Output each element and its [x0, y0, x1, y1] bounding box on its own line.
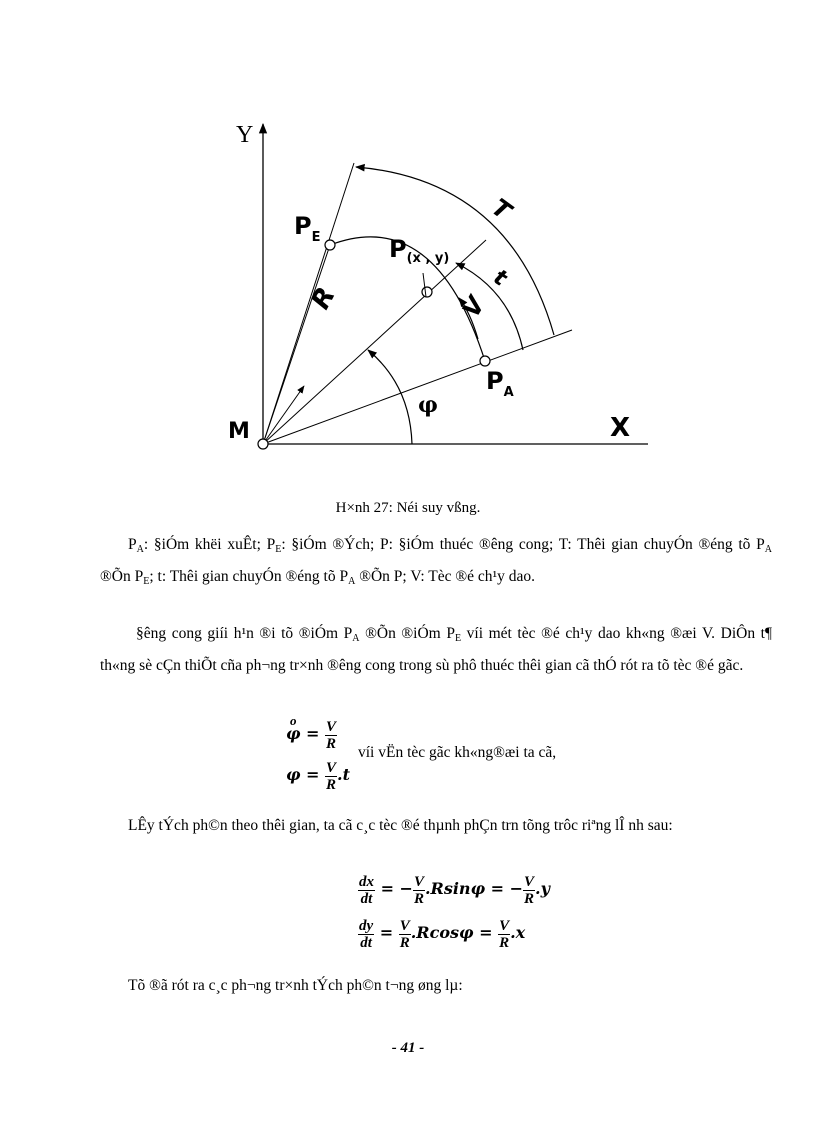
figure-caption: H×nh 27: Néi suy vßng.	[335, 500, 481, 516]
angle-label: φ	[418, 392, 438, 418]
radius-line-start	[263, 330, 572, 444]
description-paragraph: §êng cong giíi h¹n ®i tõ ®iÓm $P_A$ ®Õn ®iÓm $P_E$ víi mét tèc ®é ch¹y dao kh«ng ®æi V. DiÔn t¶ th«ng sè cÇn thiÕt cña ph¬ng tr×nh ®êng cong trong sù phô thuéc thêi gian cã thÓ rót ra tõ tèc ®é gãc.	[100, 625, 772, 674]
interpolation-diagram	[0, 0, 816, 480]
origin-label: M	[228, 419, 250, 444]
integration-paragraph: LÊy tÝch ph©n theo thêi gian, ta cã c¸c tèc ®é thµnh phÇn trn tõng trôc riªng lÎ nh sau:	[128, 817, 673, 834]
equation-angle: φ = $\frac{V}{R}$ .t	[286, 760, 351, 793]
point-end	[325, 240, 335, 250]
legend-paragraph: $P_A$: §iÓm khëi xuÊt; $P_E$: §iÓm ®Ých; P: §iÓm thuéc ®êng cong; T: Thêi gian chuyÓn ®éng tõ $P_A$ ®Õn $P_E$; t: Thêi gian chuyÓn ®éng tõ $P_A$ ®Õn P; V: Tèc ®é ch¹y dao.	[100, 536, 772, 587]
time-label: t	[488, 264, 511, 292]
radius-arrow	[263, 386, 304, 444]
page-number: - 41 -	[391, 1040, 425, 1056]
equation-dy: $\frac{dy}{dt}$ = $\frac{V}{R}$ .Rcosφ = $\frac{V}{R}$ .x	[359, 918, 526, 951]
angular-speed-note: víi vËn tèc gãc kh«ng®æi ta cã,	[358, 744, 557, 761]
x-axis-label: X	[610, 413, 631, 443]
point-origin	[258, 439, 268, 449]
time-T-arc	[356, 167, 554, 335]
start-point-label: $P_A$	[486, 367, 514, 400]
end-point-label: $P_E$	[294, 212, 321, 245]
radius-label: R	[305, 282, 342, 315]
point-mid	[422, 287, 432, 297]
total-time-label: T	[486, 193, 517, 226]
mid-point-label: $P_{(x , y)}$	[389, 235, 450, 266]
y-axis-label: Y	[236, 122, 254, 148]
equation-dx: $\frac{dx}{dt}$ = − $\frac{V}{R}$ .Rsinφ = − $\frac{V}{R}$ .y	[359, 874, 550, 907]
point-start	[480, 356, 490, 366]
conclusion-paragraph: Tõ ®ã rót ra c¸c ph¬ng tr×nh tÝch ph©n t¬ng øng lµ:	[128, 977, 463, 994]
dot-symbol: o	[290, 713, 297, 728]
speed-label: V	[456, 291, 491, 322]
